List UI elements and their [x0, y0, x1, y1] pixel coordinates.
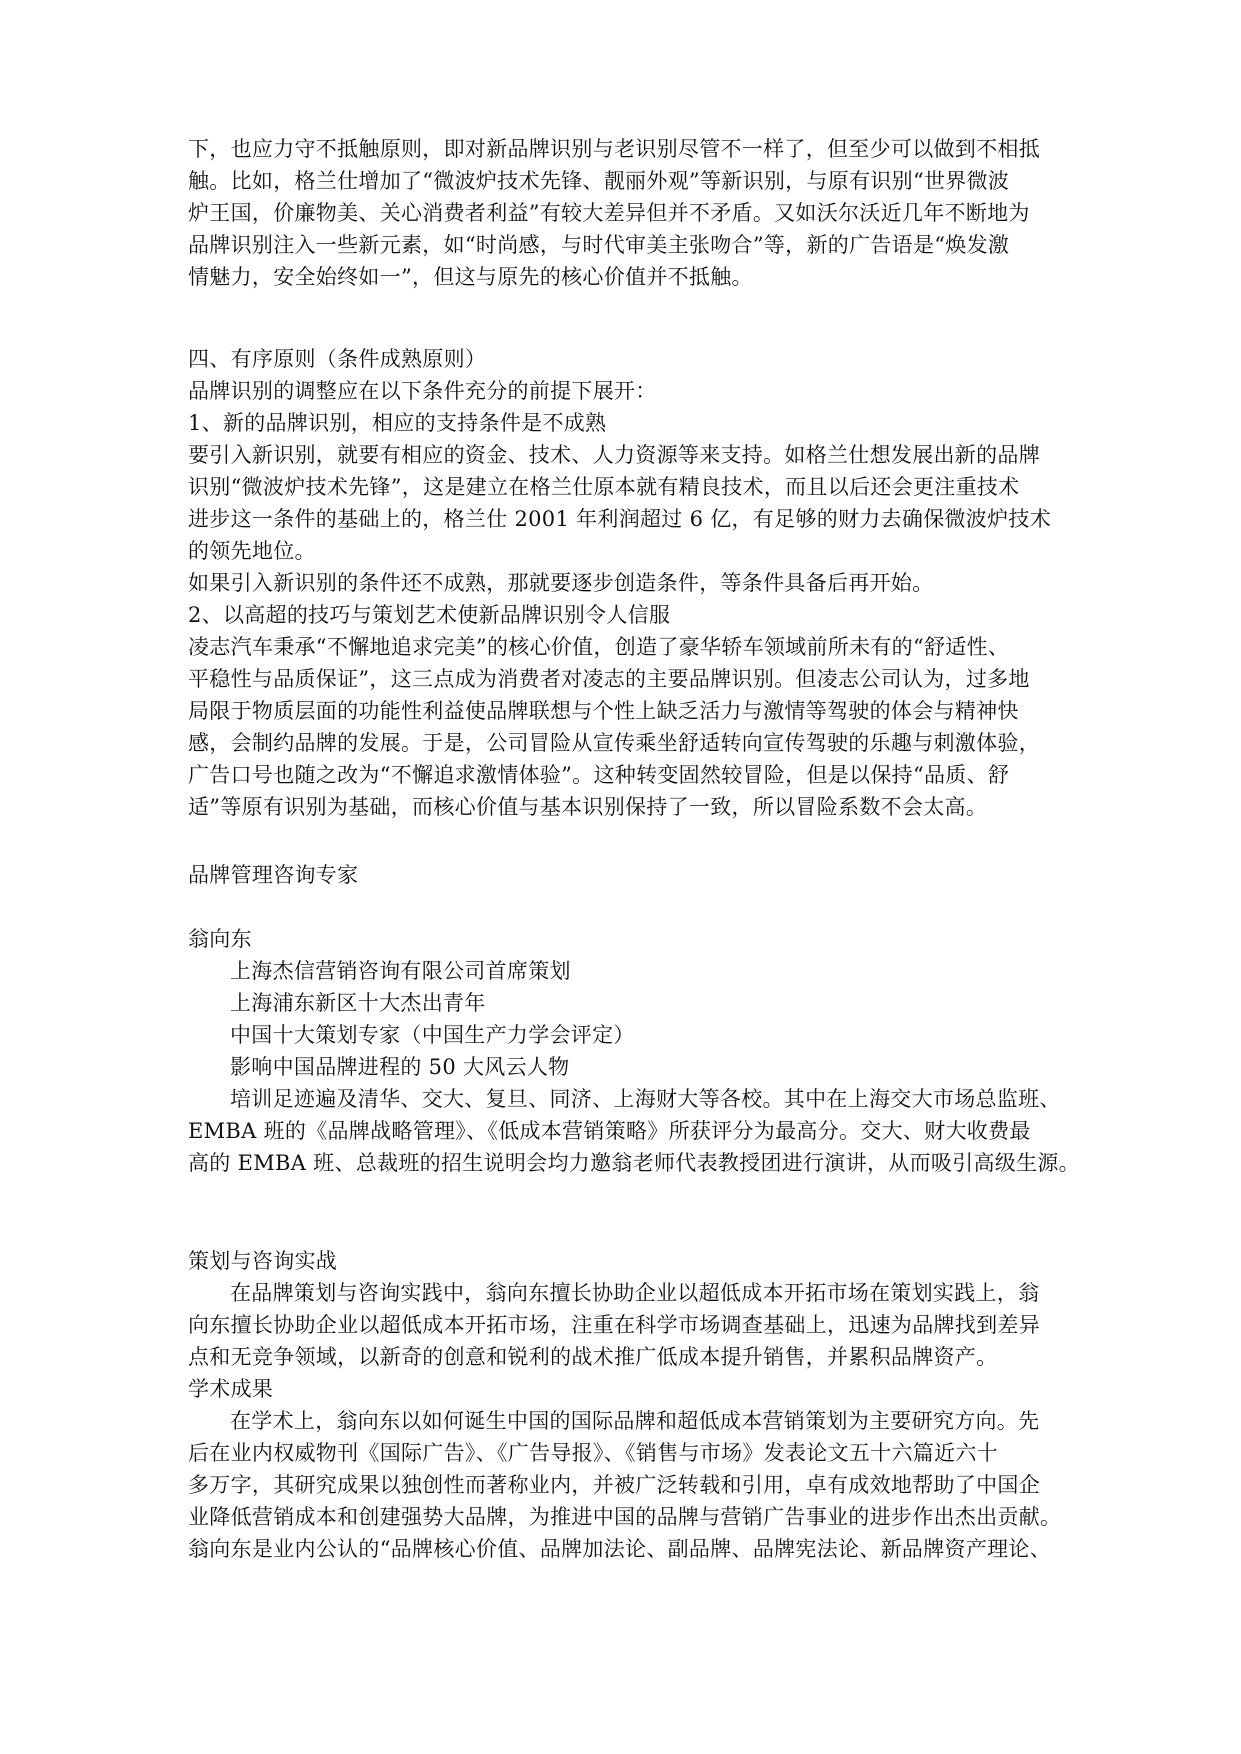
paragraph-line: 点和无竞争领域，以新奇的创意和锐利的战术推广低成本提升销售，并累积品牌资产。 [188, 1345, 998, 1369]
paragraph-line: 触。比如，格兰仕增加了“微波炉技术先锋、靓丽外观”等新识别，与原有识别“世界微波 [188, 169, 1010, 193]
bio-line: 影响中国品牌进程的 50 大风云人物 [230, 1055, 570, 1079]
paragraph-line: 局限于物质层面的功能性利益使品牌联想与个性上缺乏活力与激情等驾驶的体会与精神快 [188, 699, 1019, 723]
section-heading: 四、有序原则（条件成熟原则） [188, 347, 487, 371]
paragraph-line: 高的 EMBA 班、总裁班的招生说明会均力邀翁老师代表教授团进行演讲，从而吸引高级生源。 [188, 1151, 1080, 1175]
paragraph-line: 下，也应力守不抵触原则，即对新品牌识别与老识别尽管不一样了，但至少可以做到不相抵 [188, 137, 1040, 161]
paragraph-line: 的领先地位。 [188, 539, 316, 563]
paragraph-line: 凌志汽车秉承“不懈地追求完美”的核心价值，创造了豪华轿车领域前所未有的“舒适性、 [188, 635, 1010, 659]
paragraph-line: 翁向东是业内公认的“品牌核心价值、品牌加法论、副品牌、品牌宪法论、新品牌资产理论、 [188, 1537, 1052, 1561]
author-name: 翁向东 [188, 927, 252, 951]
paragraph-line: 识别“微波炉技术先锋”，这是建立在格兰仕原本就有精良技术，而且以后还会更注重技术 [188, 475, 1020, 499]
practice-title: 策划与咨询实战 [188, 1249, 338, 1273]
paragraph-line: 在品牌策划与咨询实践中，翁向东擅长协助企业以超低成本开拓市场在策划实践上，翁 [230, 1281, 1040, 1305]
paragraph-line: 后在业内权威物刊《国际广告》、《广告导报》、《销售与市场》发表论文五十六篇近六十 [188, 1441, 998, 1465]
section-title: 品牌管理咨询专家 [188, 863, 359, 887]
paragraph-line: 要引入新识别，就要有相应的资金、技术、人力资源等来支持。如格兰仕想发展出新的品牌 [188, 443, 1040, 467]
paragraph-line: 情魅力，安全始终如一”，但这与原先的核心价值并不抵触。 [188, 265, 753, 289]
bio-line: 上海杰信营销咨询有限公司首席策划 [230, 959, 571, 983]
paragraph-line: 培训足迹遍及清华、交大、复旦、同济、上海财大等各校。其中在上海交大市场总监班、 [230, 1087, 1061, 1111]
paragraph-line: 如果引入新识别的条件还不成熟，那就要逐步创造条件，等条件具备后再开始。 [188, 571, 934, 595]
paragraph-line: EMBA 班的《品牌战略管理》、《低成本营销策略》所获评分为最高分。交大、财大收费最 [188, 1119, 1031, 1143]
paragraph-line: 业降低营销成本和创建强势大品牌，为推进中国的品牌与营销广告事业的进步作出杰出贡献。 [188, 1505, 1062, 1529]
bio-line: 中国十大策划专家（中国生产力学会评定） [230, 1023, 635, 1047]
paragraph-line: 品牌识别注入一些新元素，如“时尚感，与时代审美主张吻合”等，新的广告语是“焕发激 [188, 233, 1010, 257]
bio-line: 上海浦东新区十大杰出青年 [230, 991, 486, 1015]
paragraph-line: 感，会制约品牌的发展。于是，公司冒险从宣传乘坐舒适转向宣传驾驶的乐趣与刺激体验， [188, 731, 1040, 755]
paragraph-line: 炉王国，价廉物美、关心消费者利益”有较大差异但并不矛盾。又如沃尔沃近几年不断地为 [188, 201, 1030, 225]
paragraph-line: 进步这一条件的基础上的，格兰仕 2001 年利润超过 6 亿，有足够的财力去确保微波炉技术 [188, 507, 1052, 531]
subheading: 1、新的品牌识别，相应的支持条件是不成熟 [188, 411, 607, 435]
subheading: 2、以高超的技巧与策划艺术使新品牌识别令人信服 [188, 603, 671, 627]
paragraph-line: 品牌识别的调整应在以下条件充分的前提下展开： [188, 379, 657, 403]
paragraph-line: 广告口号也随之改为“不懈追求激情体验”。这种转变固然较冒险，但是以保持“品质、舒 [188, 763, 1010, 787]
paragraph-line: 多万字，其研究成果以独创性而著称业内，并被广泛转载和引用，卓有成效地帮助了中国企 [188, 1473, 1040, 1497]
academic-title: 学术成果 [188, 1377, 274, 1401]
paragraph-line: 适”等原有识别为基础，而核心价值与基本识别保持了一致，所以冒险系数不会太高。 [188, 795, 988, 819]
paragraph-line: 向东擅长协助企业以超低成本开拓市场，注重在科学市场调查基础上，迅速为品牌找到差异 [188, 1313, 1040, 1337]
paragraph-line: 平稳性与品质保证”，这三点成为消费者对凌志的主要品牌识别。但凌志公司认为，过多地 [188, 667, 1030, 691]
paragraph-line: 在学术上，翁向东以如何诞生中国的国际品牌和超低成本营销策划为主要研究方向。先 [230, 1409, 1040, 1433]
